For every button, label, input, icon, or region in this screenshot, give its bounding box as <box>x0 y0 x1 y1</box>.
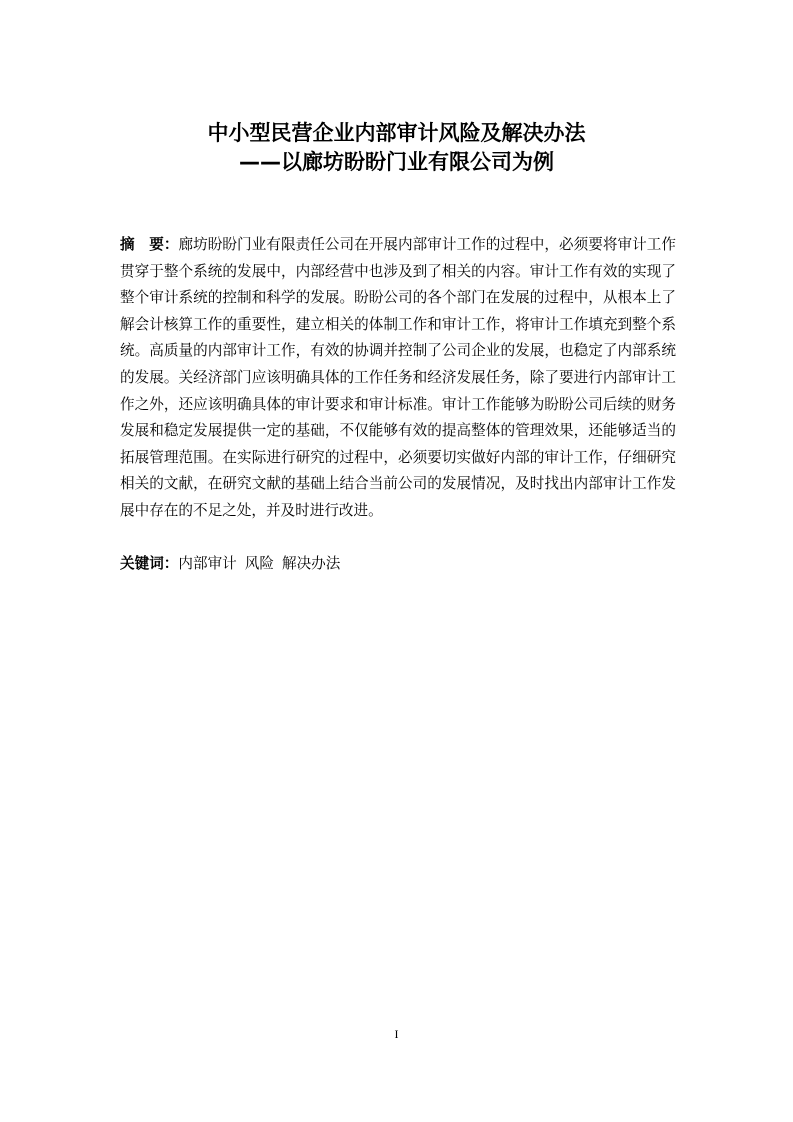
abstract-label: 摘 要： <box>120 236 179 253</box>
abstract-text: 廊坊盼盼门业有限责任公司在开展内部审计工作的过程中，必须要将审计工作贯穿于整个系统的发展中，内部经营中也涉及到了相关的内容。审计工作有效的实现了整个审计系统的控制和科学的发展。盼盼公司的各个部门在发展的过程中，从根本上了解会计核算工作的重要性，建立相关的体制工作和审计工作，将审计工作填充到整个系统。高质量的内部审计工作，有效的协调并控制了公司企业的发展，也稳定了内部系统的发展。关经济部门应该明确具体的工作任务和经济发展任务，除了要进行内部审计工作之外，还应该明确具体的审计要求和审计标准。审计工作能够为盼盼公司后续的财务发展和稳定发展提供一定的基础，不仅能够有效的提高整体的管理效果，还能够适当的拓展管理范围。在实际进行研究的过程中，必须要切实做好内部的审计工作，仔细研究相关的文献，在研究文献的基础上结合当前公司的发展情况，及时找出内部审计工作发展中存在的不足之处，并及时进行改进。 <box>120 236 676 519</box>
keyword-item: 解决办法 <box>281 555 341 572</box>
keywords-line <box>120 551 676 578</box>
keywords-label: 关键词： <box>120 555 179 572</box>
page-subtitle: ——以廊坊盼盼门业有限公司为例 <box>239 150 554 174</box>
abstract-paragraph <box>120 232 676 525</box>
keyword-item: 内部审计 <box>178 555 237 572</box>
keyword-item: 风险 <box>244 555 274 572</box>
page-number: I <box>394 1027 399 1041</box>
page-title: 中小型民营企业内部审计风险及解决办法 <box>207 121 586 145</box>
